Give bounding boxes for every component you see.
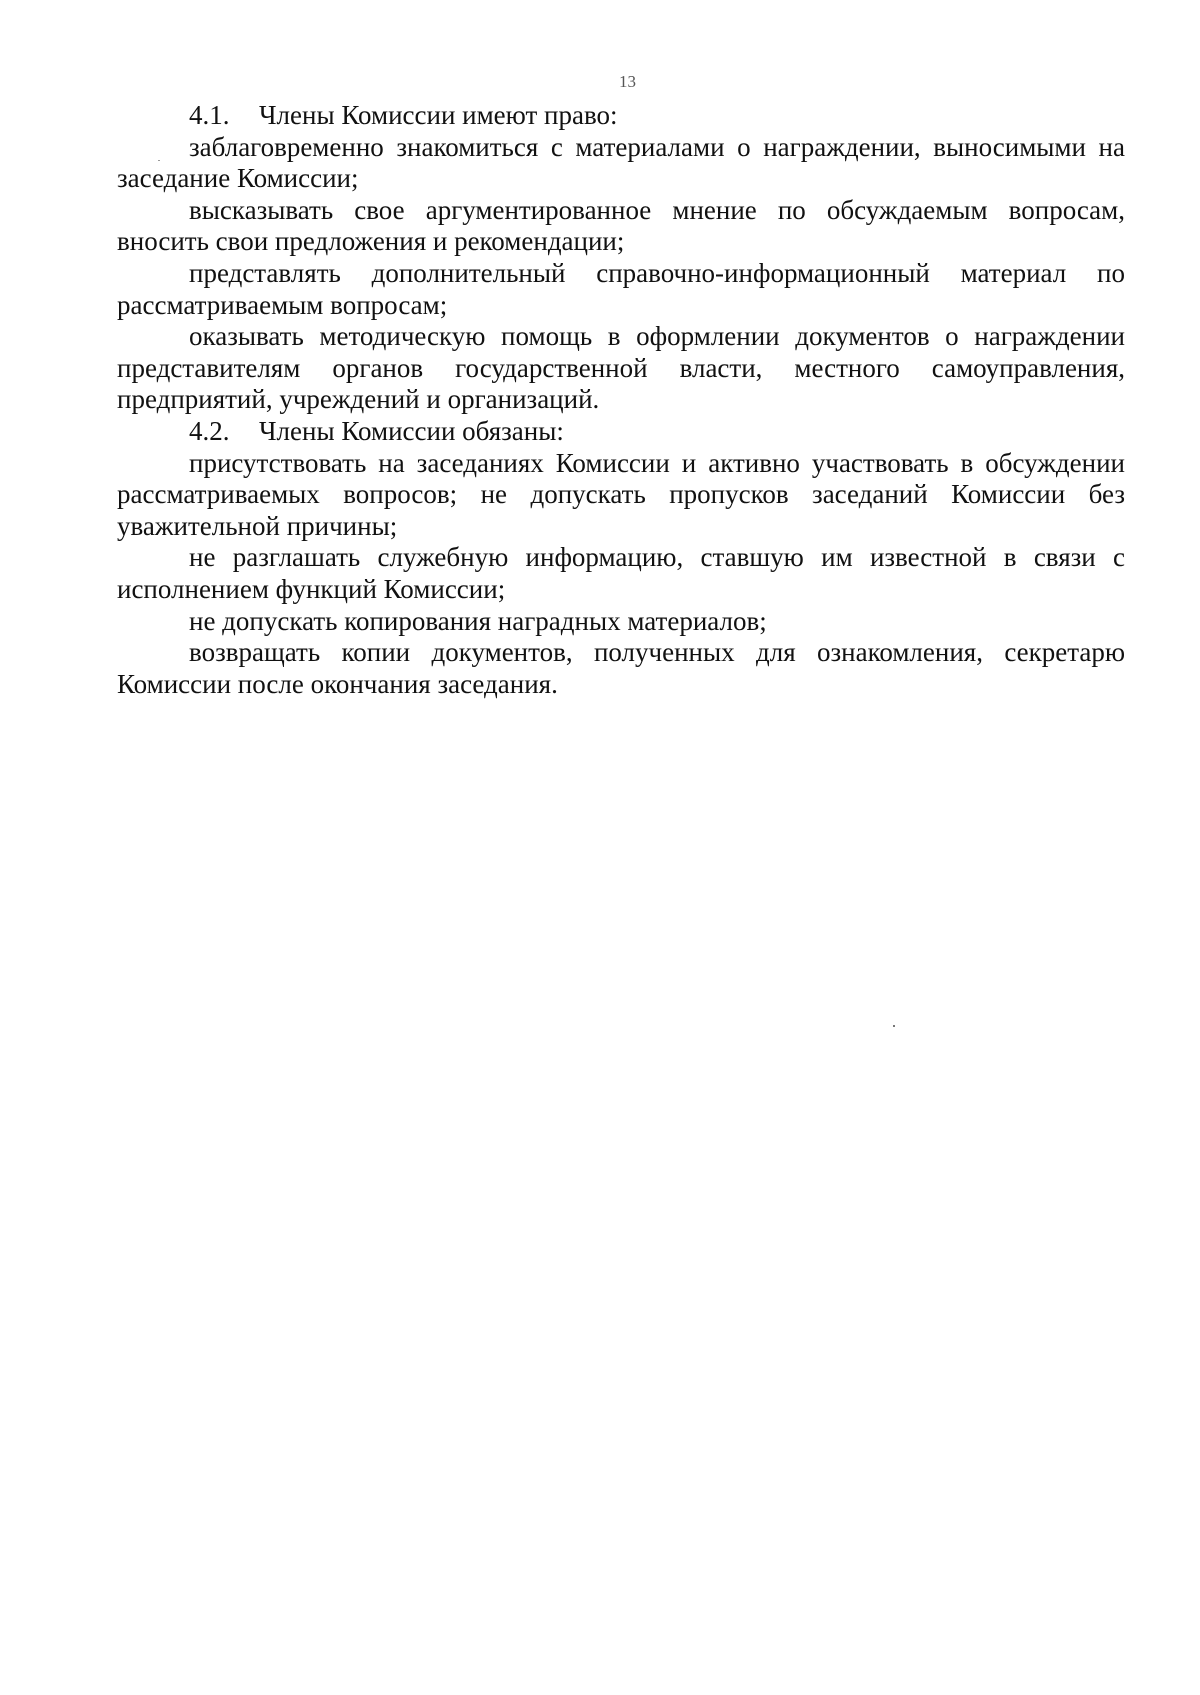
clause-4-2-heading xyxy=(117,416,1125,448)
paragraph: высказывать свое аргументированное мнение по обсуждаемым вопросам, вносить свои предложения и рекомендации; xyxy=(117,194,1125,257)
clause-heading: Члены Комиссии имеют право: xyxy=(259,100,618,130)
clause-number: 4.1. xyxy=(189,100,230,130)
clause-heading: Члены Комиссии обязаны: xyxy=(259,415,564,446)
paragraph: заблаговременно знакомиться с материалами о награждении, выносимыми на заседание Комиссии; xyxy=(117,131,1125,194)
clause-number: 4.2. xyxy=(189,415,230,446)
scan-speck xyxy=(158,160,160,161)
scan-speck xyxy=(893,1025,895,1027)
paragraph: не разглашать служебную информацию, ставшую им известной в связи с исполнением функций Комиссии; xyxy=(117,542,1125,604)
document-body xyxy=(117,100,1125,700)
paragraph: не допускать копирования наградных материалов; xyxy=(189,605,767,636)
clause-4-1-heading xyxy=(117,100,1125,132)
page-number: 13 xyxy=(619,72,636,91)
paragraph: оказывать методическую помощь в оформлении документов о награждении представителям органов государственной власти, местного самоуправления, предприятий, учреждений и организаций. xyxy=(117,321,1125,415)
paragraph: представлять дополнительный справочно-информационный материал по рассматриваемым вопросам; xyxy=(117,257,1125,320)
paragraph: присутствовать на заседаниях Комиссии и активно участвовать в обсуждении рассматриваемых вопросов; не допускать пропусков заседаний Комиссии без уважительной причины; xyxy=(117,447,1125,541)
paragraph: возвращать копии документов, полученных для ознакомления, секретарю Комиссии после окончания заседания. xyxy=(117,637,1125,699)
